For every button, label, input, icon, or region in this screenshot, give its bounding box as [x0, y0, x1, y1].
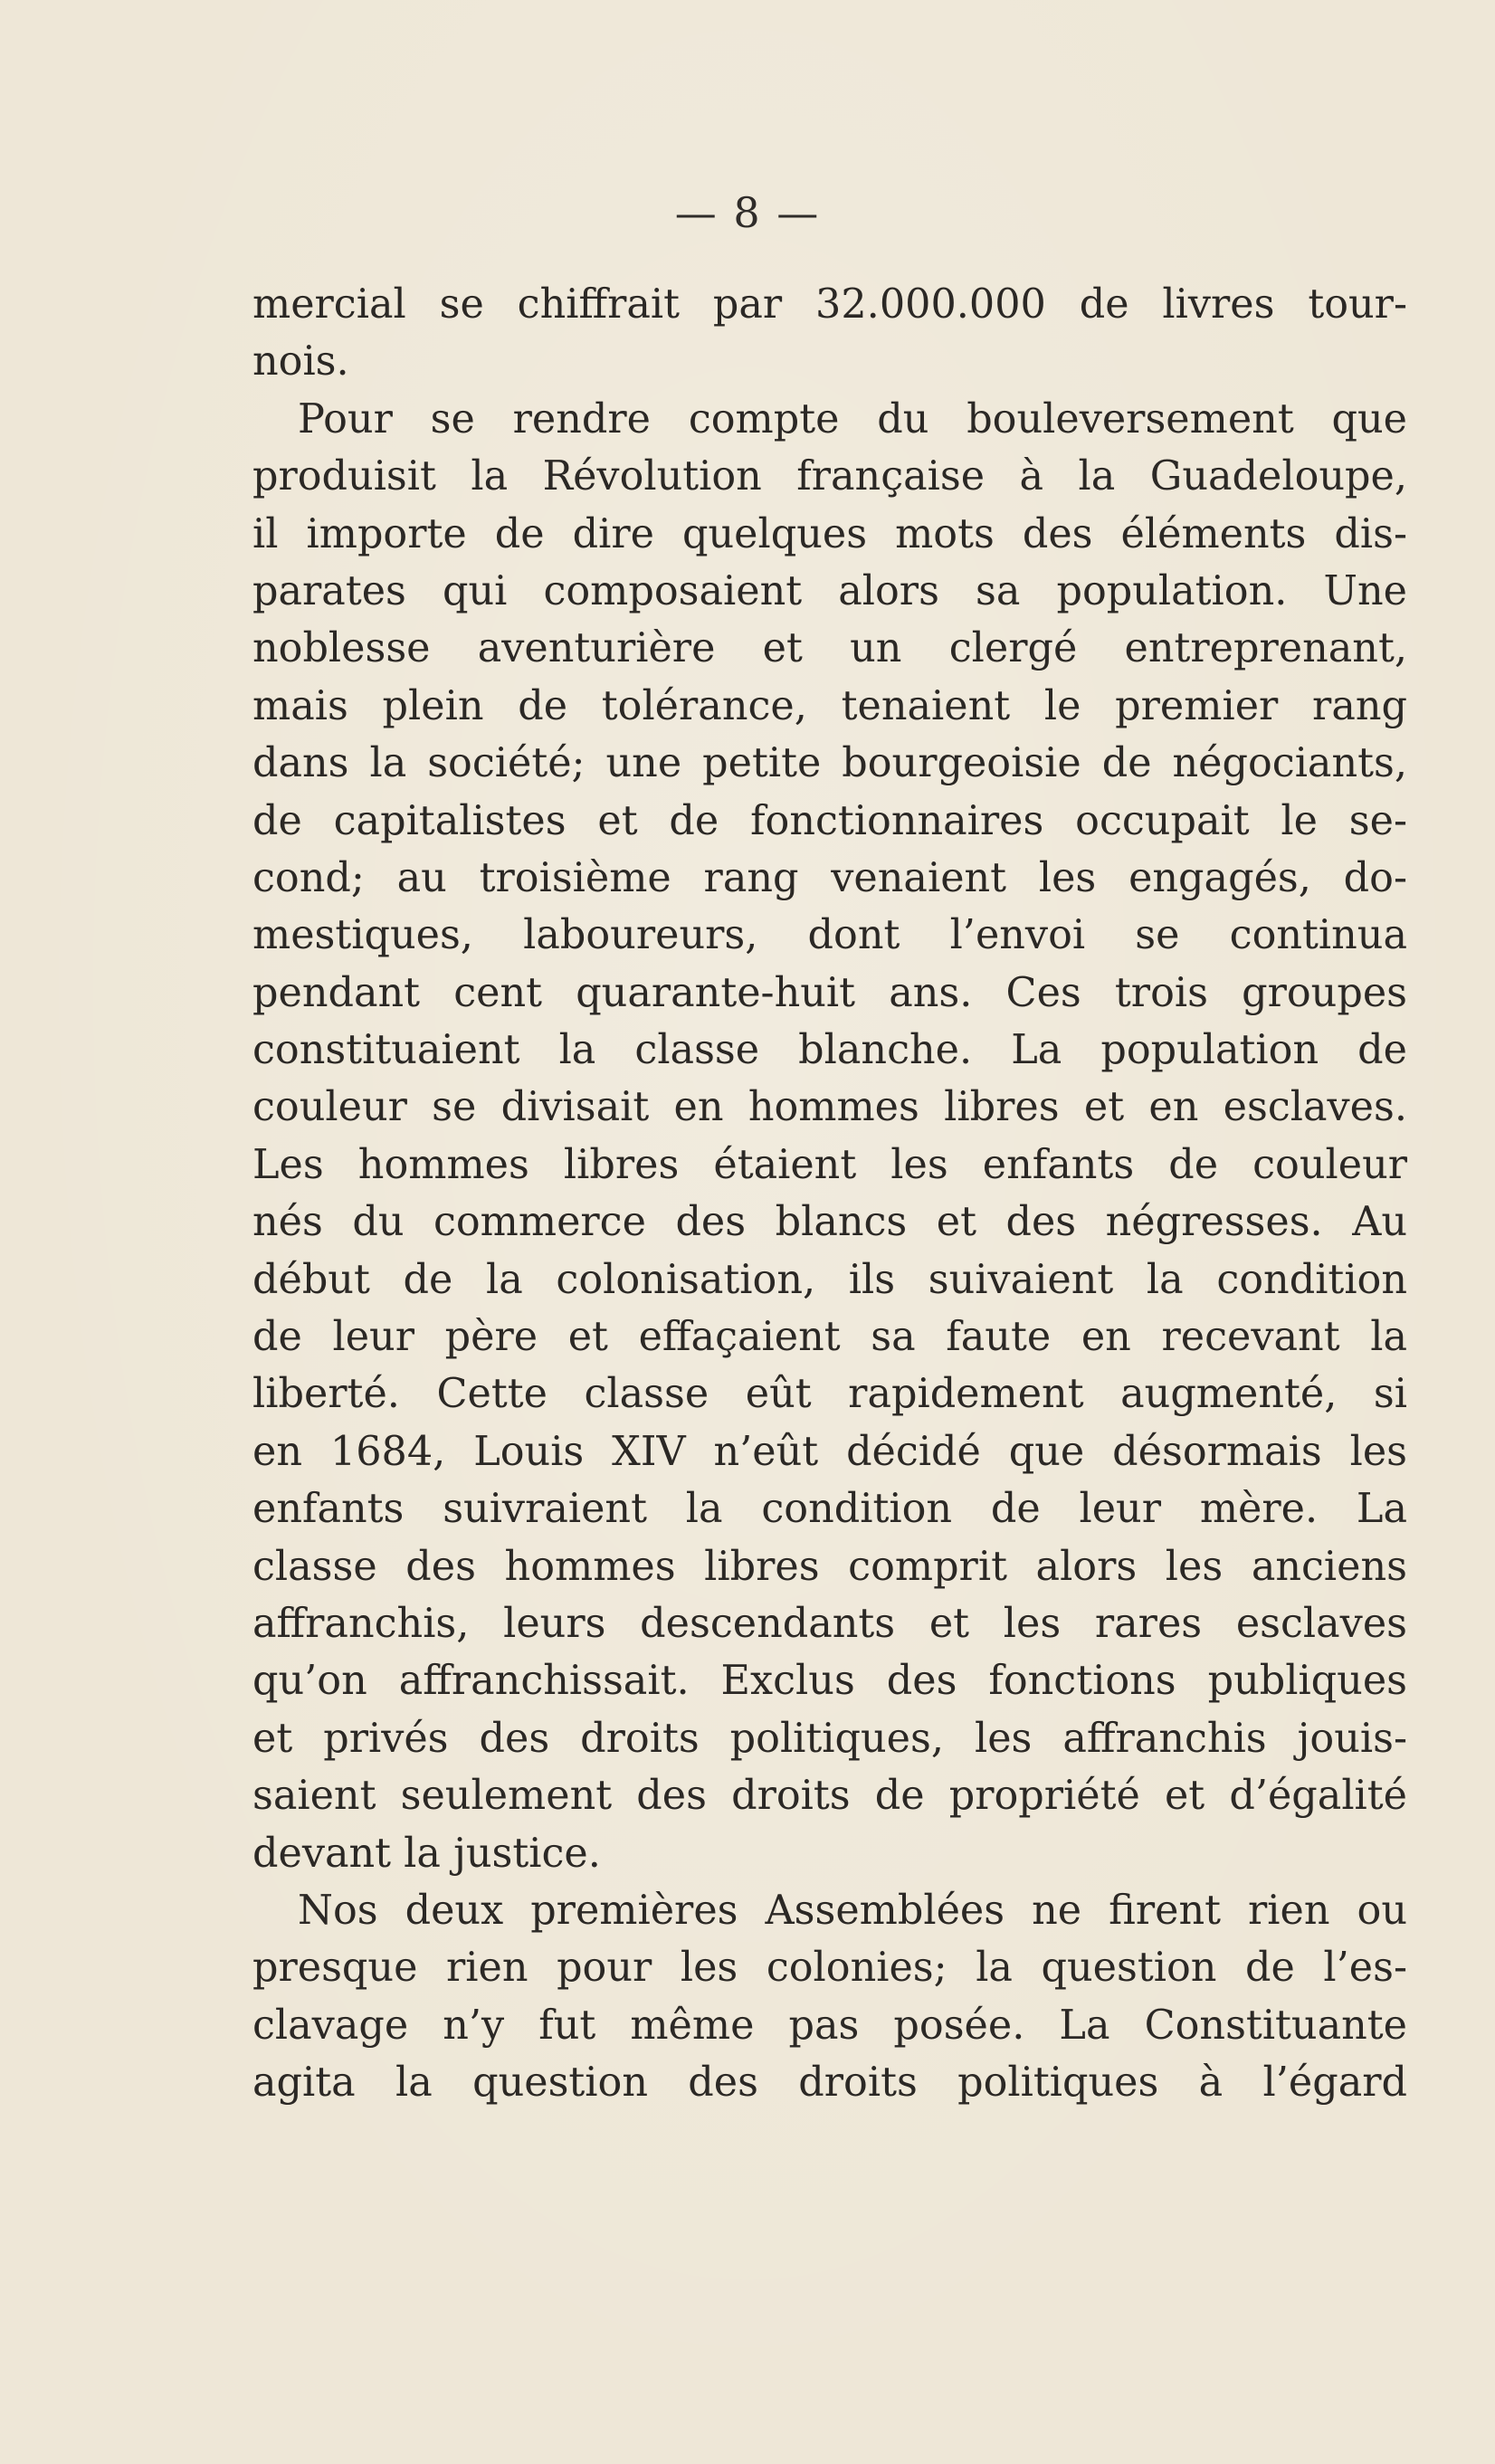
- text-line: saient seulement des droits de propriété et d’égalité: [252, 1773, 1407, 1820]
- text-line: nois.: [252, 338, 349, 385]
- text-line: mestiques, laboureurs, dont l’envoi se continua: [252, 912, 1407, 959]
- text-line: en 1684, Louis XIV n’eût décidé que désormais les: [252, 1428, 1407, 1475]
- text-line: clavage n’y fut même pas posée. La Constituante: [252, 2002, 1407, 2049]
- text-line: de leur père et effaçaient sa faute en recevant la: [252, 1314, 1407, 1361]
- text-line: et privés des droits politiques, les affranchis jouis-: [252, 1715, 1407, 1762]
- text-line: classe des hommes libres comprit alors les anciens: [252, 1543, 1407, 1590]
- text-line: noblesse aventurière et un clergé entreprenant,: [252, 625, 1407, 672]
- text-line: il importe de dire quelques mots des éléments dis-: [252, 510, 1407, 557]
- text-line: presque rien pour les colonies; la question de l’es-: [252, 1945, 1407, 1992]
- text-line: produisit la Révolution française à la Guadeloupe,: [252, 453, 1407, 500]
- paragraph-start-line: Pour se rendre compte du bouleversement que: [298, 395, 1407, 442]
- paragraph-start-line: Nos deux premières Assemblées ne firent rien ou: [298, 1887, 1407, 1934]
- text-line: dans la société; une petite bourgeoisie de négociants,: [252, 740, 1407, 787]
- text-line: affranchis, leurs descendants et les rares esclaves: [252, 1600, 1407, 1647]
- text-line: parates qui composaient alors sa population. Une: [252, 567, 1407, 614]
- text-line: agita la question des droits politiques à l’égard: [252, 2060, 1407, 2107]
- text-line: liberté. Cette classe eût rapidement augmenté, si: [252, 1371, 1407, 1418]
- body-text: [252, 276, 1407, 2112]
- text-line: cond; au troisième rang venaient les engagés, do-: [252, 854, 1407, 901]
- text-line: enfants suivraient la condition de leur mère. La: [252, 1486, 1407, 1533]
- text-line: Les hommes libres étaient les enfants de couleur: [252, 1141, 1407, 1188]
- text-line: pendant cent quarante-huit ans. Ces trois groupes: [252, 969, 1407, 1016]
- text-line: nés du commerce des blancs et des négresses. Au: [252, 1199, 1407, 1246]
- text-line: qu’on affranchissait. Exclus des fonctions publiques: [252, 1658, 1407, 1705]
- text-line: de capitalistes et de fonctionnaires occupait le se-: [252, 797, 1407, 844]
- page-number: — 8 —: [674, 188, 821, 237]
- text-line: devant la justice.: [252, 1830, 601, 1877]
- text-line: début de la colonisation, ils suivaient la condition: [252, 1256, 1407, 1303]
- text-line: mais plein de tolérance, tenaient le premier rang: [252, 682, 1407, 729]
- text-line: constituaient la classe blanche. La population de: [252, 1027, 1407, 1074]
- text-line: couleur se divisait en hommes libres et en esclaves.: [252, 1084, 1407, 1131]
- text-line: mercial se chiffrait par 32.000.000 de livres tour-: [252, 281, 1407, 328]
